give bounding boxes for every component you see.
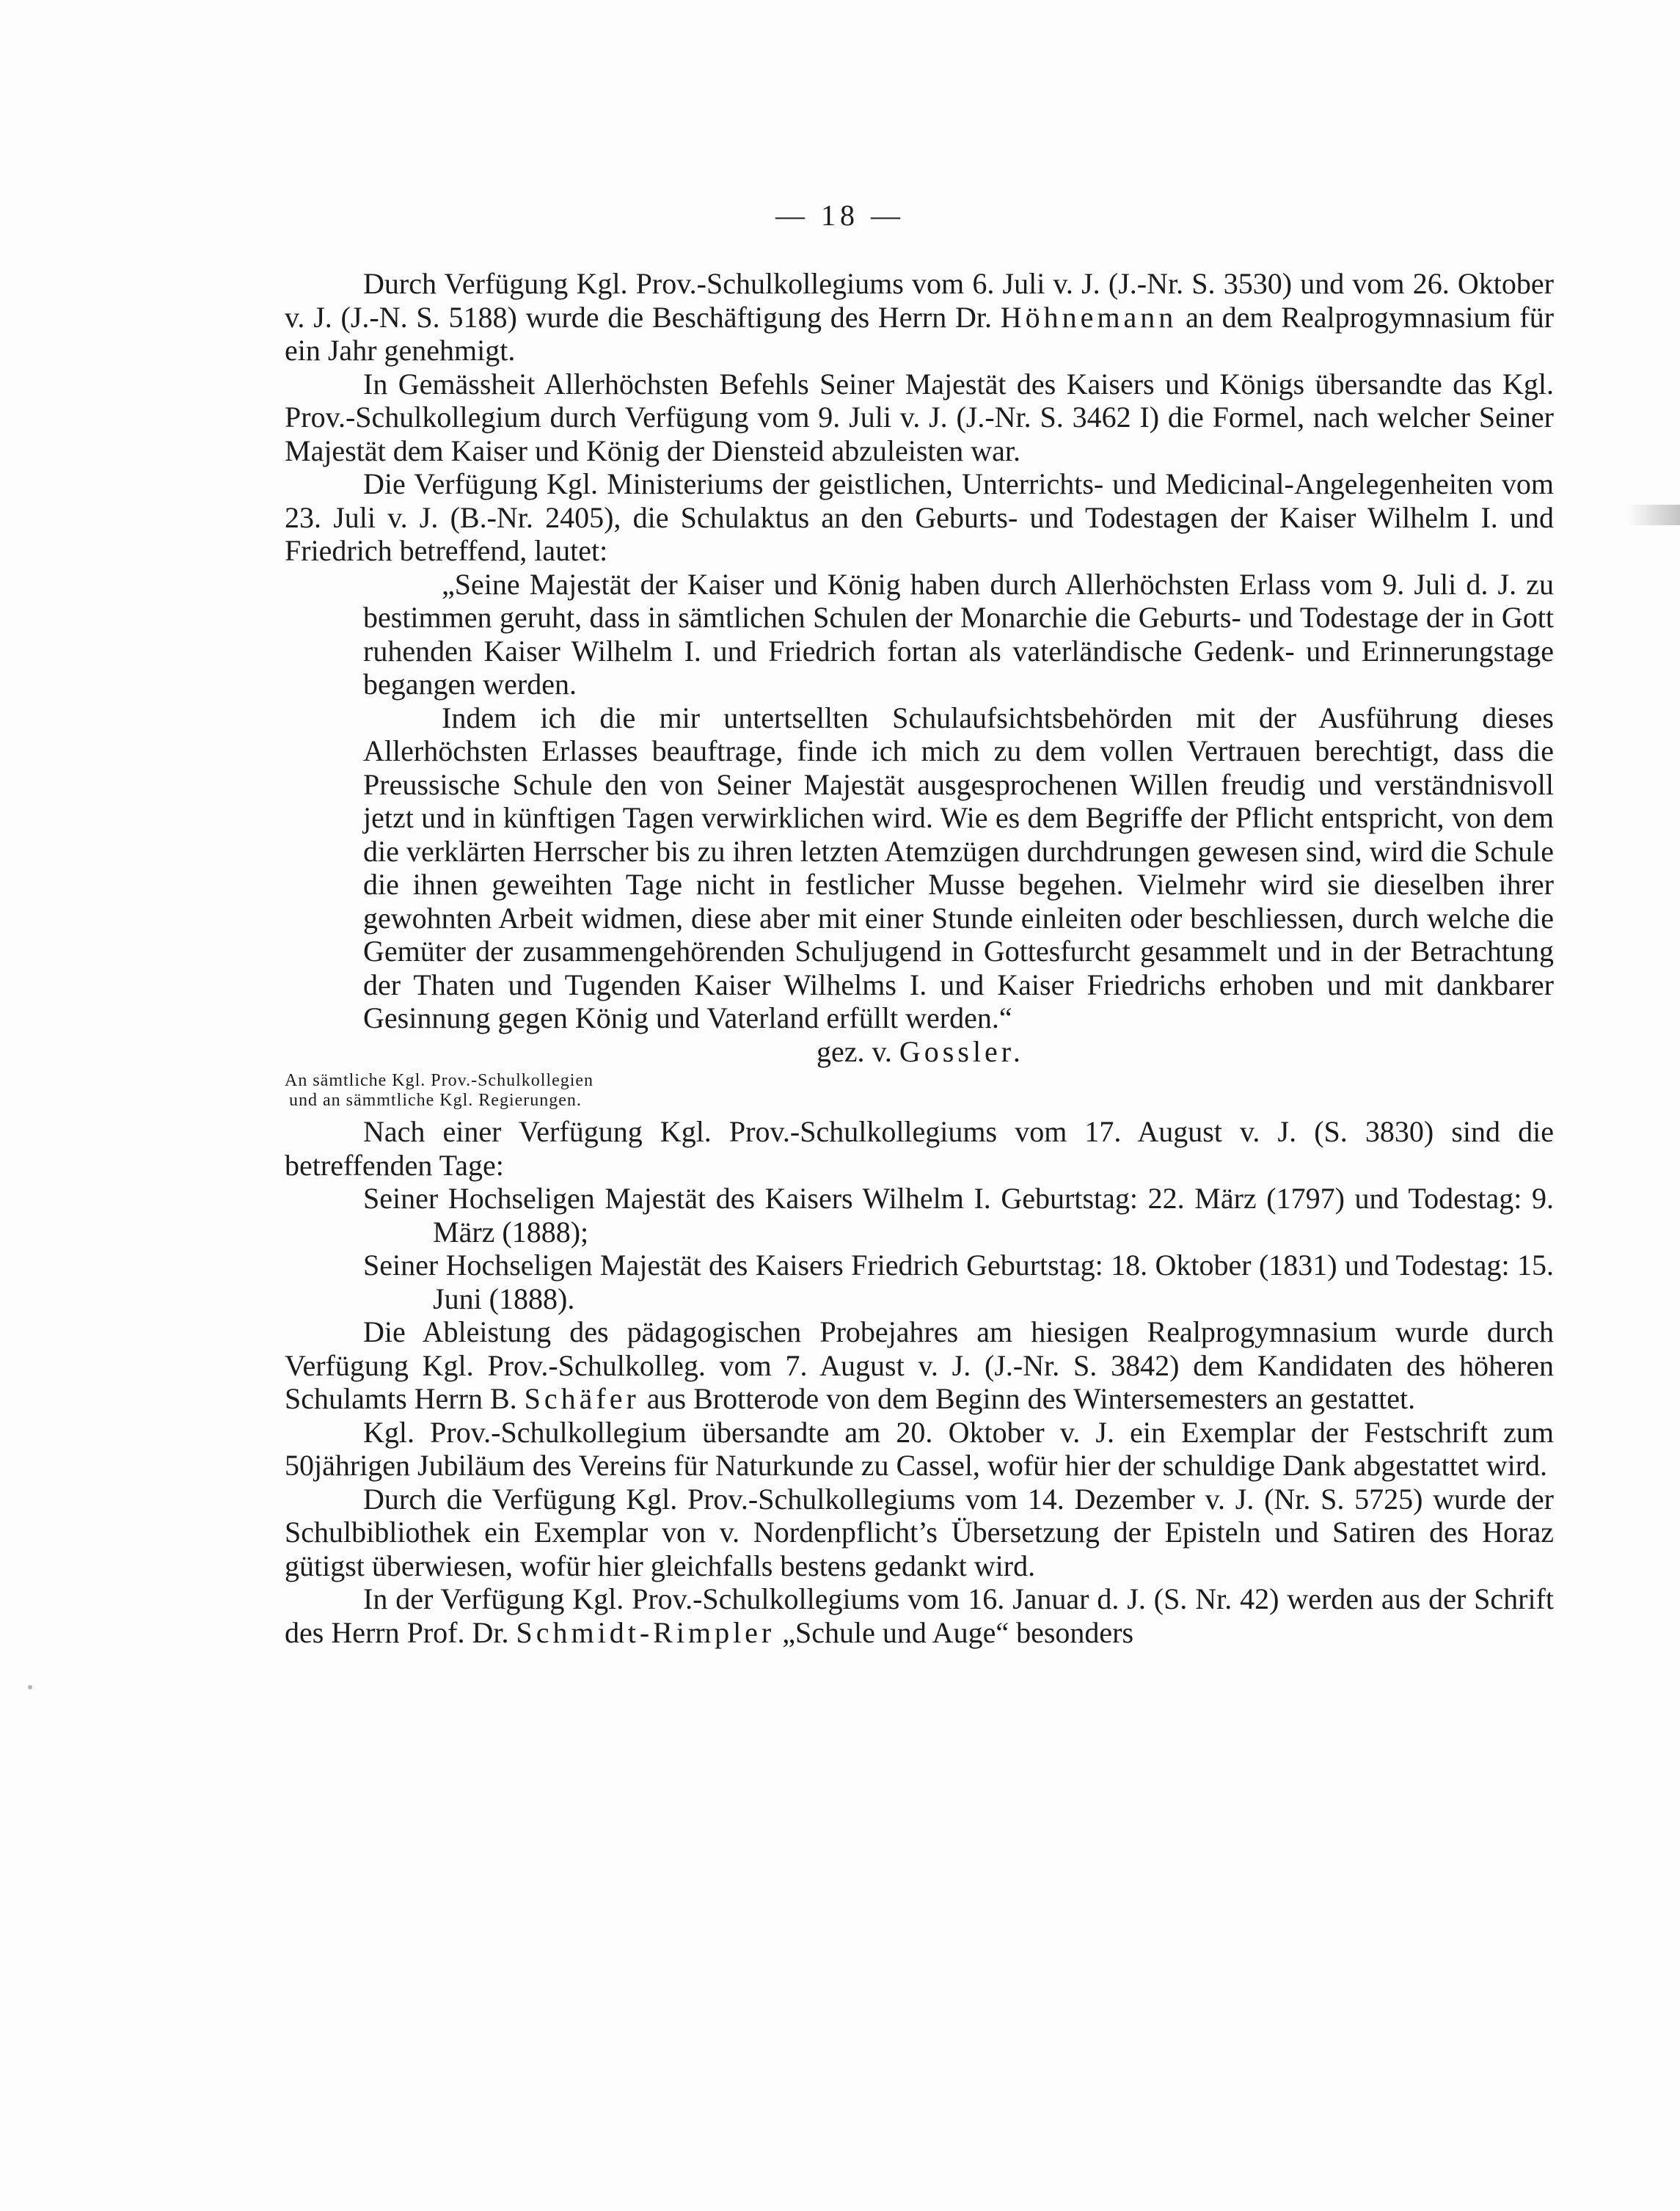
person-name: Schäfer <box>524 1382 640 1415</box>
person-name: Höhnemann <box>1000 300 1177 334</box>
page-edge-mark <box>1627 505 1680 525</box>
page-number: — 18 — <box>775 199 905 232</box>
person-name: Schmidt-Rimpler <box>516 1615 775 1649</box>
paragraph-probejahr <box>285 1315 1554 1416</box>
signature-prefix: gez. v. <box>817 1034 892 1068</box>
paragraph-text: Durch Verfügung Kgl. Prov.-Schulkollegiums vom 6. Juli v. J. (J.-Nr. S. 3530) und vom 26. Oktober v. J. (J.-N. S. 5188) wurde die Beschäftigung des Herrn Dr. <box>285 267 1554 334</box>
paragraph-text: an dem Realprogymnasium für ein Jahr genehmigt. <box>285 300 1555 367</box>
body-text <box>285 267 1554 1649</box>
paragraph-hoehnemann <box>285 267 1554 368</box>
signature <box>285 1035 1554 1069</box>
paragraph-text: „Schule und Auge“ besonders <box>782 1615 1134 1649</box>
paragraph-schule-und-auge <box>285 1582 1554 1649</box>
paragraph-ministerium: Die Verfügung Kgl. Ministeriums der geistlichen, Unterrichts- und Medicinal-Angelegenheiten vom 23. Juli v. J. (B.-Nr. 2405), die Schulaktus an den Geburts- und Todestagen der Kaiser Wilhelm I. und Friedrich betreffend, lautet: <box>285 467 1554 567</box>
paragraph-text: In der Verfügung Kgl. Prov.-Schulkollegiums vom 16. Januar d. J. (S. Nr. 42) werden aus der Schrift des Herrn Prof. Dr. <box>285 1582 1554 1649</box>
quote-paragraph-2: Indem ich die mir untertsellten Schulaufsichtsbehörden mit der Ausführung dieses Allerhöchsten Erlasses beauftrage, finde ich mich zu dem vollen Vertrauen berechtigt, dass die Preussische Schule den von Seiner Majestät ausgesprochenen Willen freudig und verständnisvoll jetzt und in künftigen Tagen verwirklichen wird. Wie es dem Begriffe der Pflicht entspricht, von dem die verklärten Herrscher bis zu ihren letzten Atemzügen durchdrungen gewesen sind, wird die Schule die ihnen geweihten Tage nicht in festlicher Musse begehen. Vielmehr wird sie dieselben ihrer gewohnten Arbeit widmen, diese aber mit einer Stunde einleiten oder beschliessen, durch welche die Gemüter der zusammengehörenden Schuljugend in Gottesfurcht gesammelt und in der Betrachtung der Thaten und Tugenden Kaiser Wilhelms I. und Kaiser Friedrichs erhoben und mit dankbarer Gesinnung gegen König und Vaterland erfüllt werden.“ <box>363 701 1554 1034</box>
quote-paragraph-1: „Seine Majestät der Kaiser und König haben durch Allerhöchsten Erlass vom 9. Juli d. J. zu bestimmen geruht, dass in sämtlichen Schulen der Monarchie die Geburts- und Todestage der in Gott ruhenden Kaiser Wilhelm I. und Friedrich fortan als vaterländische Gedenk- und Erinnerungstage begangen werden. <box>363 567 1554 701</box>
address-line: und an sämmtliche Kgl. Regierungen. <box>289 1091 582 1110</box>
paragraph-diensteid: In Gemässheit Allerhöchsten Befehls Seiner Majestät des Kaisers und Königs übersandte das Kgl. Prov.-Schulkollegium durch Verfügung vom 9. Juli v. J. (J.-Nr. S. 3462 I) die Formel, nach welcher Seiner Majestät dem Kaiser und König der Diensteid abzuleisten war. <box>285 367 1554 467</box>
signature-name: Gossler. <box>899 1034 1024 1068</box>
paragraph-gedenktage: Nach einer Verfügung Kgl. Prov.-Schulkollegiums vom 17. August v. J. (S. 3830) sind die betreffenden Tage: <box>285 1115 1554 1182</box>
list-item-friedrich: Seiner Hochseligen Majestät des Kaisers Friedrich Geburtstag: 18. Oktober (1831) und Todestag: 15. Juni (1888). <box>363 1249 1554 1315</box>
paragraph-festschrift: Kgl. Prov.-Schulkollegium übersandte am 20. Oktober v. J. ein Exemplar der Festschrift zum 50jährigen Jubiläum des Vereins für Naturkunde zu Cassel, wofür hier der schuldige Dank abgestattet wird. <box>285 1415 1554 1482</box>
paragraph-text: Die Ableistung des pädagogischen Probejahres am hiesigen Realprogymnasium wurde durch Verfügung Kgl. Prov.-Schulkolleg. vom 7. August v. J. (J.-Nr. S. 3842) dem Kandidaten des höheren Schulamts Herrn B. <box>285 1315 1554 1415</box>
paper-speck <box>28 1685 32 1689</box>
address-block <box>285 1071 1554 1111</box>
list-item-wilhelm: Seiner Hochseligen Majestät des Kaisers Wilhelm I. Geburtstag: 22. März (1797) und Todestag: 9. März (1888); <box>363 1182 1554 1249</box>
paragraph-horaz: Durch die Verfügung Kgl. Prov.-Schulkollegiums vom 14. Dezember v. J. (Nr. S. 5725) wurde der Schulbibliothek ein Exemplar von v. Nordenpflicht’s Übersetzung der Episteln und Satiren des Horaz gütigst überwiesen, wofür hier gleichfalls bestens gedankt wird. <box>285 1482 1554 1582</box>
address-line: An sämtliche Kgl. Prov.-Schulkollegien <box>285 1071 594 1090</box>
paragraph-text: aus Brotterode von dem Beginn des Wintersemesters an gestattet. <box>646 1382 1416 1415</box>
